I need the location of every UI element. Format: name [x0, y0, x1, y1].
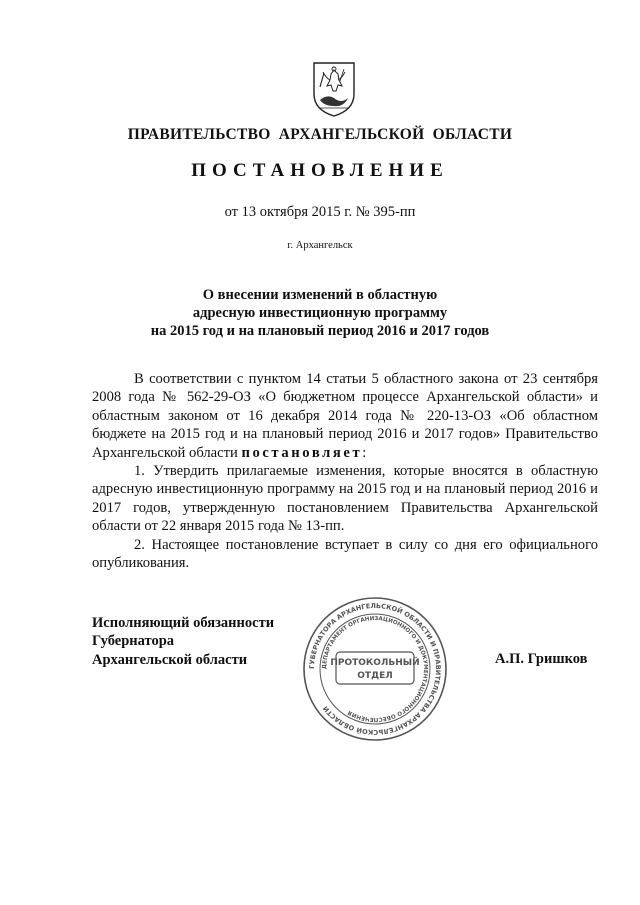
clause-1: 1. Утвердить прилагаемые изменения, которые вносятся в областную адресную инвестиционную программу на 2015 год и на плановый период 2016 и 2017 годов, утвержденную постановлением Правительства Архангельской области от 22 января 2015 года № 13-пп. — [92, 463, 598, 535]
position-line-3: Архангельской области — [92, 651, 248, 668]
stamp-center-line-1: ПРОТОКОЛЬНЫЙ — [330, 658, 420, 668]
preamble-text: В соответствии с пунктом 14 статьи 5 областного закона от 23 сентября 2008 года № 562-29-ОЗ «О бюджетном процессе Архангельской области» и областным законом от 16 декабря 2014 года № 220-13-ОЗ «Об областном бюджете на 2015 год и на плановый период 2016 и 2017 годов» Правительство Архангельской области — [92, 371, 598, 461]
position-line-2: Губернатора — [92, 633, 175, 650]
coat-of-arms-icon — [311, 60, 357, 118]
position-line-1: Исполняющий обязанности — [92, 615, 275, 631]
clause-2: 2. Настоящее постановление вступает в силу со дня его официального опубликования. — [92, 536, 598, 572]
decree-keyword: постановляет — [241, 444, 363, 461]
preamble-paragraph — [92, 370, 598, 462]
title-line-1: О внесении изменений в областную — [202, 287, 438, 303]
document-date-number: от 13 октября 2015 г. № 395-пп — [224, 204, 416, 220]
signatory-position — [92, 614, 274, 669]
signatory-name: А.П. Гришков — [495, 651, 588, 667]
stamp-inner-text: ДЕПАРТАМЕНТ ОРГАНИЗАЦИОННОГО И ДОКУМЕНТАЦИОННОГО ОБЕСПЕЧЕНИЯ — [321, 615, 429, 723]
document-city: г. Архангельск — [287, 240, 353, 251]
title-line-3: на 2015 год и на плановый период 2016 и 2017 годов — [150, 323, 490, 339]
document-title — [0, 286, 640, 340]
official-stamp — [300, 594, 450, 744]
title-line-2: адресную инвестиционную программу — [192, 305, 448, 321]
government-name: ПРАВИТЕЛЬСТВО АРХАНГЕЛЬСКОЙ ОБЛАСТИ — [127, 126, 513, 143]
document-type: ПОСТАНОВЛЕНИЕ — [191, 160, 449, 181]
stamp-center-line-2: ОТДЕЛ — [357, 671, 393, 681]
document-body — [92, 370, 598, 572]
preamble-colon: : — [362, 444, 367, 461]
stamp-outer-text: ГУБЕРНАТОРА АРХАНГЕЛЬСКОЙ ОБЛАСТИ И ПРАВИТЕЛЬСТВА АРХАНГЕЛЬСКОЙ ОБЛАСТИ — [307, 601, 443, 737]
